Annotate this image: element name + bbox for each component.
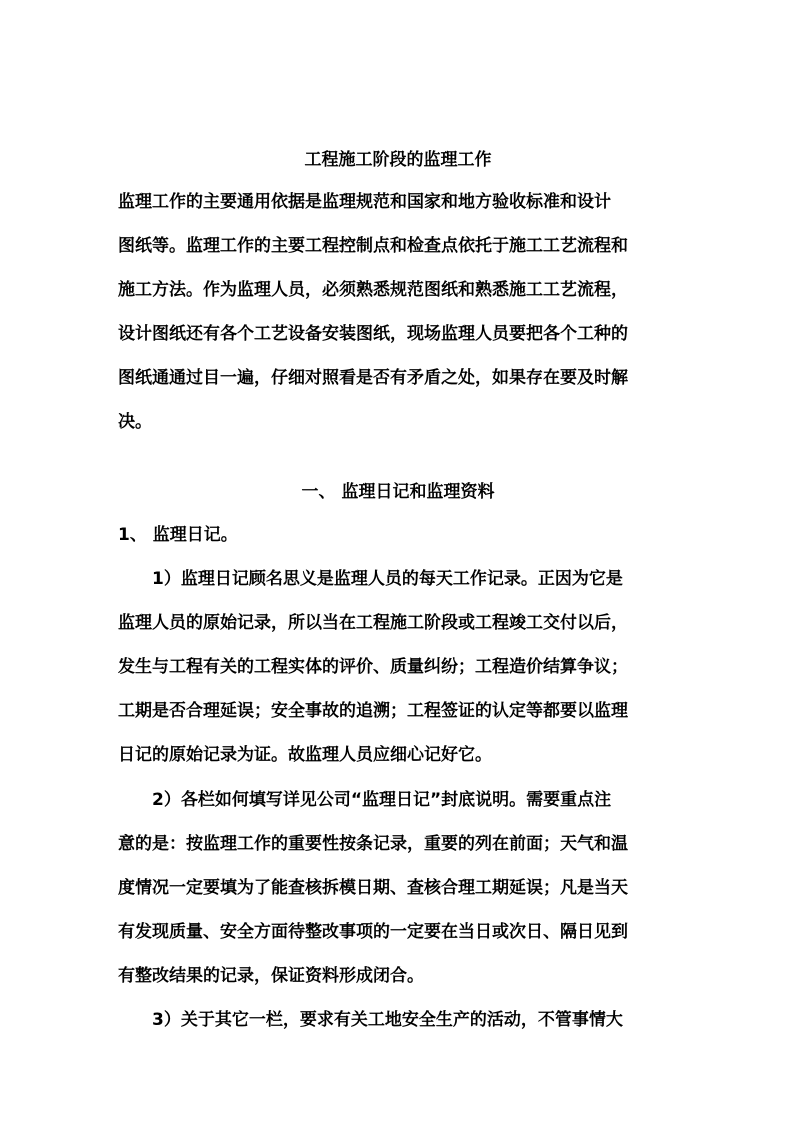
intro-line: 图纸通通过目一遍，仔细对照看是否有矛盾之处，如果存在要及时解 <box>118 368 628 388</box>
paragraph-line: 监理人员的原始记录，所以当在工程施工阶段或工程竣工交付以后， <box>118 613 628 633</box>
paragraph-line: 2）各栏如何填写详见公司“监理日记”封底说明。需要重点注 <box>152 790 612 810</box>
subsection-heading: 1、 监理日记。 <box>118 525 238 545</box>
paragraph-line: 有发现质量、安全方面待整改事项的一定要在当日或次日、隔日见到 <box>118 922 628 942</box>
intro-line: 设计图纸还有各个工艺设备安装图纸，现场监理人员要把各个工种的 <box>118 324 628 344</box>
paragraph-line: 有整改结果的记录，保证资料形成闭合。 <box>118 966 424 986</box>
paragraph-line: 意的是：按监理工作的重要性按条记录，重要的列在前面；天气和温 <box>118 834 628 854</box>
intro-line: 决。 <box>118 412 152 432</box>
document-title: 工程施工阶段的监理工作 <box>304 150 492 170</box>
intro-line: 监理工作的主要通用依据是监理规范和国家和地方验收标准和设计 <box>118 192 611 212</box>
paragraph-line: 日记的原始记录为证。故监理人员应细心记好它。 <box>118 745 492 765</box>
paragraph-line: 度情况一定要填为了能查核拆模日期、查核合理工期延误；凡是当天 <box>118 878 628 898</box>
intro-line: 图纸等。监理工作的主要工程控制点和检查点依托于施工工艺流程和 <box>118 236 628 256</box>
section-heading: 一、 监理日记和监理资料 <box>301 482 495 502</box>
paragraph-line: 1）监理日记顾名思义是监理人员的每天工作记录。正因为它是 <box>152 569 623 589</box>
paragraph-line: 工期是否合理延误；安全事故的追溯；工程签证的认定等都要以监理 <box>118 701 628 721</box>
paragraph-line: 发生与工程有关的工程实体的评价、质量纠纷；工程造价结算争议； <box>118 657 628 677</box>
paragraph-line: 3）关于其它一栏，要求有关工地安全生产的活动，不管事情大 <box>152 1010 623 1030</box>
intro-line: 施工方法。作为监理人员，必须熟悉规范图纸和熟悉施工工艺流程， <box>118 280 628 300</box>
